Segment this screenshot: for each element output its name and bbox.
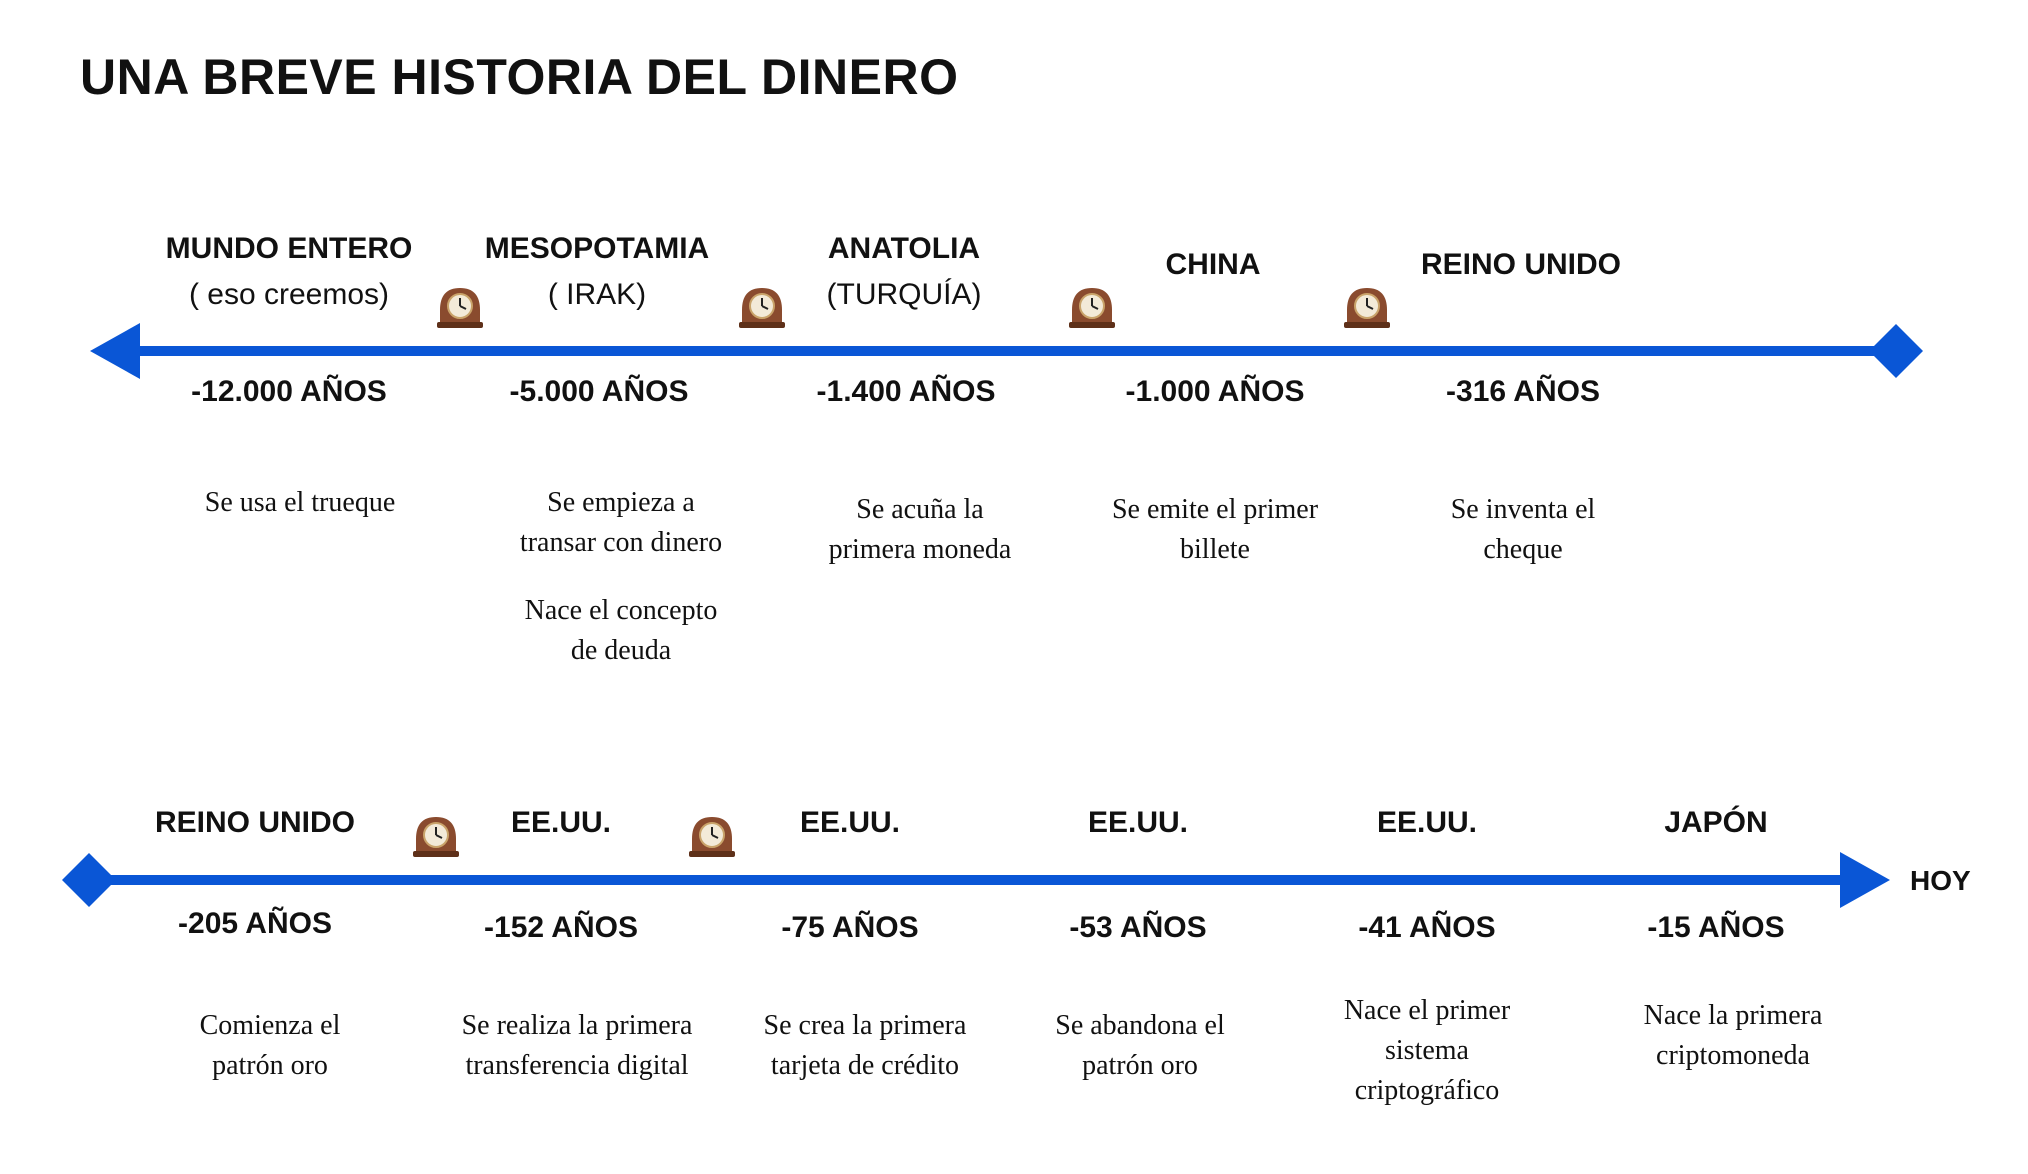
desc-text: Se emite el primer billete [1111,494,1319,565]
event-place-2 [485,226,709,318]
event-place-3 [827,226,982,318]
event-desc-8 [764,1006,967,1114]
event-place-4 [1166,242,1261,288]
event-desc-1 [205,483,396,551]
mantelpiece-clock-icon [739,286,785,333]
desc-text: Se realiza la primera transferencia digital [461,1010,693,1081]
page-title: UNA BREVE HISTORIA DEL DINERO [80,49,959,105]
event-years-2: -5.000 AÑOS [509,375,689,408]
place-subtitle: ( IRAK) [547,278,647,311]
event-desc-5 [1451,490,1596,598]
place-subtitle: (TURQUÍA) [826,278,982,311]
event-desc-11 [1644,996,1823,1104]
place-name: REINO UNIDO [1420,248,1622,281]
mantelpiece-clock-icon [689,815,735,862]
desc-text: Comienza el patrón oro [199,1010,341,1081]
event-years-10: -41 AÑOS [1358,911,1496,944]
event-desc-3 [829,490,1012,598]
mantelpiece-clock-icon [413,815,459,862]
desc-text: Se acuña la primera moneda [828,494,1012,565]
mantelpiece-clock-icon [437,286,483,333]
arrow-right-icon [1840,852,1890,908]
arrow-left-icon [90,323,140,379]
event-desc-10 [1344,991,1510,1139]
diamond-end-icon [1869,324,1923,378]
event-years-5: -316 AÑOS [1446,375,1600,408]
event-place-7: EE.UU. [510,806,612,839]
event-place-10: EE.UU. [1376,806,1478,839]
event-desc-9 [1055,1006,1225,1114]
event-years-11: -15 AÑOS [1647,911,1785,944]
event-place-8: EE.UU. [799,806,901,839]
event-place-6: REINO UNIDO [154,806,356,839]
mantelpiece-clock-icon [1069,286,1115,333]
desc-text: Nace el primer sistema criptográfico [1343,995,1511,1106]
event-years-9: -53 AÑOS [1069,911,1207,944]
diamond-start-icon [62,853,116,907]
place-name: MUNDO ENTERO [165,232,413,265]
place-subtitle: ( eso creemos) [188,278,390,311]
event-years-7: -152 AÑOS [484,911,638,944]
event-years-6: -205 AÑOS [178,907,332,940]
event-desc-7 [462,1006,693,1114]
desc-text: Se abandona el patrón oro [1055,1010,1225,1081]
desc-text: Nace el concepto de deuda [524,595,718,666]
desc-text: Se empieza a transar con dinero [519,487,723,558]
event-years-8: -75 AÑOS [781,911,919,944]
place-name: MESOPOTAMIA [484,232,710,265]
event-years-3: -1.400 AÑOS [816,375,996,408]
event-place-5 [1421,242,1621,288]
desc-text: Se crea la primera tarjeta de crédito [763,1010,967,1081]
place-name: ANATOLIA [827,232,981,265]
desc-text: Nace la primera criptomoneda [1643,1000,1823,1071]
desc-text: Se inventa el cheque [1450,494,1596,565]
end-label-hoy: HOY [1910,865,1971,896]
event-years-4: -1.000 AÑOS [1125,375,1305,408]
event-years-1: -12.000 AÑOS [191,375,387,408]
event-place-11: JAPÓN [1664,806,1768,839]
place-name: CHINA [1165,248,1261,281]
event-place-1 [166,226,413,318]
event-desc-6 [200,1006,341,1114]
event-place-9: EE.UU. [1087,806,1189,839]
mantelpiece-clock-icon [1344,286,1390,333]
event-desc-2 [520,483,722,699]
event-desc-4 [1112,490,1318,598]
desc-text: Se usa el trueque [204,487,396,518]
